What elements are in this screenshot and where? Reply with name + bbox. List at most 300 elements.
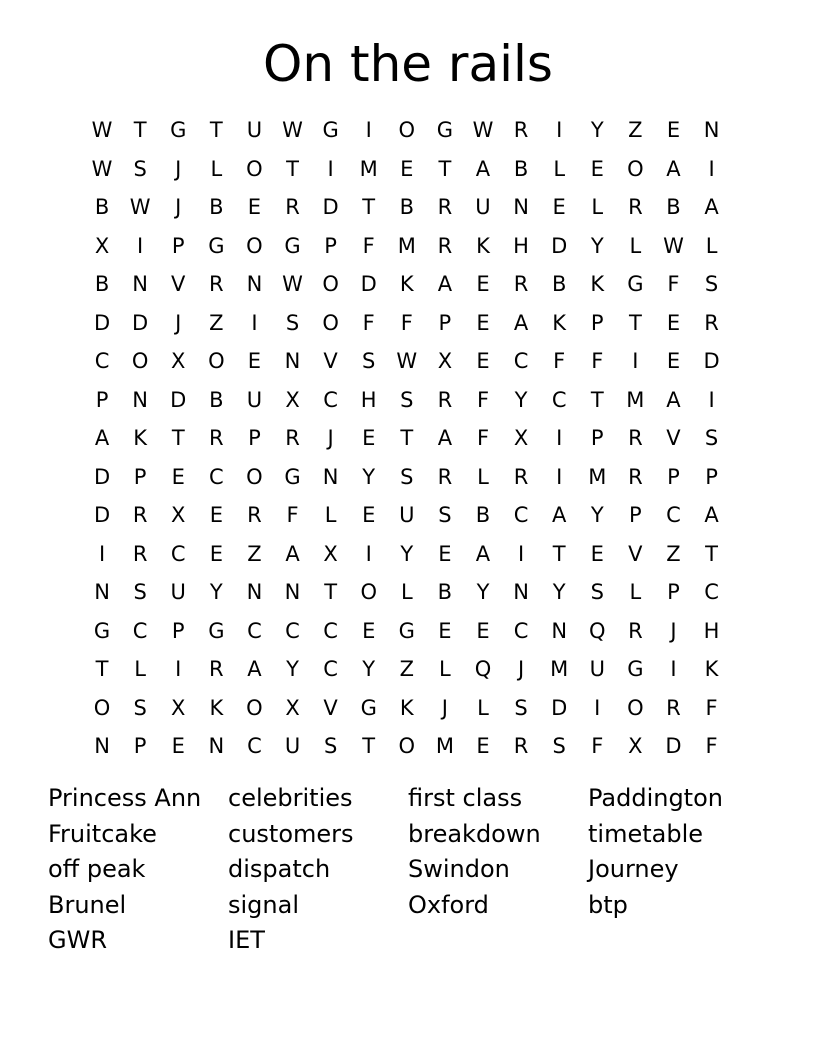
grid-letter[interactable]: V — [323, 695, 338, 720]
grid-letter[interactable]: L — [400, 580, 413, 605]
grid-letter[interactable]: K — [133, 426, 148, 451]
grid-letter[interactable]: A — [94, 426, 110, 451]
grid-letter[interactable]: E — [362, 503, 376, 528]
grid-letter[interactable]: L — [439, 657, 451, 682]
grid-row — [83, 150, 731, 189]
grid-letter[interactable]: H — [513, 233, 529, 258]
grid-letter[interactable]: R — [513, 118, 529, 143]
grid-letter[interactable]: K — [704, 657, 719, 682]
grid-letter[interactable]: R — [437, 464, 453, 489]
grid-letter[interactable]: O — [627, 695, 644, 720]
grid-letter[interactable]: D — [551, 695, 568, 720]
grid-letter[interactable]: W — [282, 272, 303, 297]
grid-letter[interactable]: R — [628, 618, 643, 643]
grid-letter[interactable]: T — [324, 580, 338, 605]
grid-letter[interactable]: D — [93, 503, 111, 528]
grid-letter[interactable]: R — [513, 464, 529, 489]
grid-letter[interactable]: C — [323, 387, 338, 412]
grid-letter[interactable]: D — [132, 310, 149, 335]
grid-letter[interactable]: O — [93, 695, 111, 720]
grid-letter[interactable]: N — [94, 580, 110, 605]
grid-letter[interactable]: T — [628, 310, 642, 335]
grid-letter[interactable]: M — [626, 387, 645, 412]
grid-letter[interactable]: I — [137, 233, 144, 258]
grid-letter[interactable]: F — [476, 426, 490, 451]
grid-letter[interactable]: C — [94, 349, 110, 374]
grid-letter[interactable]: Y — [590, 118, 604, 143]
grid-row — [83, 535, 731, 574]
grid-letter[interactable]: J — [670, 618, 677, 643]
grid-letter[interactable]: F — [553, 349, 566, 374]
grid-letter[interactable]: F — [286, 503, 299, 528]
grid-letter[interactable]: N — [284, 349, 301, 374]
grid-letter[interactable]: B — [209, 387, 224, 412]
grid-letter[interactable]: R — [628, 195, 643, 220]
grid-letter[interactable]: R — [247, 503, 262, 528]
grid-letter[interactable]: O — [208, 349, 225, 374]
grid-letter[interactable]: M — [397, 233, 416, 258]
grid-letter[interactable]: T — [362, 195, 376, 220]
grid-letter[interactable]: L — [134, 657, 146, 682]
grid-letter[interactable]: O — [627, 156, 644, 181]
grid-letter[interactable]: P — [171, 618, 185, 643]
grid-letter[interactable]: H — [360, 387, 377, 412]
grid-letter[interactable]: O — [398, 734, 416, 759]
grid-letter[interactable]: E — [666, 310, 681, 335]
grid-letter[interactable]: I — [670, 657, 677, 682]
grid-letter[interactable]: A — [551, 503, 567, 528]
grid-letter[interactable]: A — [704, 195, 719, 220]
grid-letter[interactable]: C — [513, 618, 529, 643]
grid-letter[interactable]: Y — [552, 580, 566, 605]
grid-letter[interactable]: N — [703, 118, 720, 143]
grid-letter[interactable]: U — [246, 118, 263, 143]
grid-letter[interactable]: B — [399, 195, 414, 220]
grid-letter[interactable]: L — [629, 233, 642, 258]
grid-letter[interactable]: O — [322, 310, 339, 335]
grid-letter[interactable]: E — [552, 195, 566, 220]
grid-letter[interactable]: G — [93, 618, 111, 643]
grid-letter[interactable]: J — [327, 426, 334, 451]
grid-row — [83, 419, 731, 458]
grid-letter[interactable]: D — [93, 310, 111, 335]
grid-letter[interactable]: D — [551, 233, 568, 258]
grid-letter[interactable]: O — [246, 695, 263, 720]
grid-letter[interactable]: O — [398, 118, 416, 143]
grid-letter[interactable]: N — [208, 734, 225, 759]
grid-letter[interactable]: R — [628, 426, 643, 451]
grid-letter[interactable]: D — [322, 195, 339, 220]
grid-row — [83, 496, 731, 535]
grid-letter[interactable]: Y — [400, 541, 414, 566]
grid-letter[interactable]: T — [95, 657, 109, 682]
grid-letter[interactable]: B — [513, 156, 529, 181]
grid-letter[interactable]: I — [365, 118, 372, 143]
grid-letter[interactable]: Y — [514, 387, 528, 412]
grid-letter[interactable]: X — [628, 734, 643, 759]
grid-letter[interactable]: I — [708, 387, 715, 412]
grid-letter[interactable]: U — [475, 195, 491, 220]
grid-letter[interactable]: C — [513, 349, 529, 374]
grid-letter[interactable]: S — [400, 464, 414, 489]
grid-letter[interactable]: F — [591, 734, 604, 759]
grid-letter[interactable]: D — [170, 387, 187, 412]
grid-letter[interactable]: I — [594, 695, 601, 720]
grid-letter[interactable]: P — [667, 580, 680, 605]
grid-letter[interactable]: X — [94, 233, 110, 258]
word-list-item: btp — [588, 890, 628, 919]
grid-letter[interactable]: W — [282, 118, 303, 143]
grid-letter[interactable]: A — [247, 657, 262, 682]
grid-letter[interactable]: B — [551, 272, 567, 297]
grid-letter[interactable]: T — [400, 426, 414, 451]
grid-letter[interactable]: C — [551, 387, 567, 412]
grid-letter[interactable]: V — [628, 541, 643, 566]
grid-letter[interactable]: G — [208, 618, 225, 643]
grid-letter[interactable]: G — [436, 118, 454, 143]
grid-letter[interactable]: G — [322, 118, 339, 143]
grid-letter[interactable]: K — [590, 272, 605, 297]
grid-letter[interactable]: L — [324, 503, 337, 528]
grid-letter[interactable]: Q — [589, 618, 606, 643]
grid-letter[interactable]: O — [246, 464, 263, 489]
grid-letter[interactable]: R — [132, 503, 148, 528]
grid-letter[interactable]: R — [437, 195, 453, 220]
grid-letter[interactable]: G — [627, 657, 644, 682]
grid-letter[interactable]: C — [170, 541, 186, 566]
grid-letter[interactable]: U — [246, 387, 263, 412]
grid-letter[interactable]: F — [705, 734, 718, 759]
grid-letter[interactable]: S — [438, 503, 452, 528]
grid-letter[interactable]: A — [285, 541, 300, 566]
grid-letter[interactable]: E — [438, 618, 452, 643]
grid-letter[interactable]: T — [438, 156, 452, 181]
grid-letter[interactable]: T — [552, 541, 566, 566]
grid-letter[interactable]: I — [556, 464, 563, 489]
grid-letter[interactable]: I — [708, 156, 715, 181]
grid-letter[interactable]: J — [517, 657, 525, 682]
grid-letter[interactable]: J — [441, 695, 448, 720]
grid-letter[interactable]: I — [98, 541, 106, 566]
grid-letter[interactable]: P — [95, 387, 109, 412]
grid-letter[interactable]: X — [513, 426, 529, 451]
grid-letter[interactable]: Z — [666, 541, 681, 566]
grid-row — [83, 381, 731, 420]
grid-letter[interactable]: T — [286, 156, 299, 181]
grid-letter[interactable]: R — [209, 657, 224, 682]
grid-letter[interactable]: R — [209, 272, 224, 297]
grid-letter[interactable]: I — [556, 426, 563, 451]
grid-letter[interactable]: F — [705, 695, 718, 720]
grid-letter[interactable]: A — [475, 541, 491, 566]
grid-letter[interactable]: E — [362, 618, 376, 643]
grid-letter[interactable]: L — [477, 695, 489, 720]
grid-letter[interactable]: S — [362, 349, 376, 374]
grid-letter[interactable]: R — [628, 464, 643, 489]
grid-letter[interactable]: I — [175, 657, 182, 682]
grid-letter[interactable]: C — [704, 580, 719, 605]
grid-letter[interactable]: G — [284, 464, 301, 489]
grid-letter[interactable]: Y — [209, 580, 223, 605]
grid-letter[interactable]: P — [590, 426, 604, 451]
grid-letter[interactable]: G — [284, 233, 301, 258]
grid-row — [83, 612, 731, 651]
grid-letter[interactable]: R — [666, 695, 681, 720]
grid-letter[interactable]: I — [327, 156, 334, 181]
grid-letter[interactable]: L — [629, 580, 642, 605]
grid-letter[interactable]: G — [398, 618, 415, 643]
grid-letter[interactable]: R — [704, 310, 719, 335]
grid-letter[interactable]: N — [132, 272, 148, 297]
grid-letter[interactable]: T — [133, 118, 147, 143]
grid-letter[interactable]: N — [322, 464, 339, 489]
grid-letter[interactable]: Y — [362, 657, 376, 682]
grid-letter[interactable]: T — [209, 118, 223, 143]
grid-letter[interactable]: P — [667, 464, 680, 489]
grid-letter[interactable]: K — [552, 310, 567, 335]
grid-letter[interactable]: E — [590, 541, 604, 566]
grid-letter[interactable]: Z — [209, 310, 224, 335]
grid-letter[interactable]: R — [437, 387, 453, 412]
grid-letter[interactable]: T — [590, 387, 604, 412]
grid-letter[interactable]: E — [171, 734, 185, 759]
grid-letter[interactable]: Z — [247, 541, 262, 566]
grid-letter[interactable]: Y — [476, 580, 490, 605]
grid-letter[interactable]: E — [476, 618, 490, 643]
grid-letter[interactable]: G — [208, 233, 225, 258]
grid-letter[interactable]: B — [94, 272, 110, 297]
grid-letter[interactable]: P — [171, 233, 185, 258]
grid-letter[interactable]: P — [133, 734, 147, 759]
grid-letter[interactable]: U — [399, 503, 415, 528]
grid-letter[interactable]: S — [133, 156, 147, 181]
grid-letter[interactable]: E — [476, 734, 490, 759]
grid-letter[interactable]: V — [171, 272, 186, 297]
grid-letter[interactable]: O — [246, 233, 263, 258]
grid-letter[interactable]: C — [247, 734, 262, 759]
grid-letter[interactable]: U — [170, 580, 186, 605]
grid-letter[interactable]: X — [285, 387, 300, 412]
grid-letter[interactable]: C — [666, 503, 681, 528]
grid-letter[interactable]: L — [591, 195, 604, 220]
grid-letter[interactable]: X — [171, 349, 186, 374]
grid-letter[interactable]: E — [400, 156, 414, 181]
grid-letter[interactable]: B — [94, 195, 110, 220]
grid-letter[interactable]: E — [590, 156, 604, 181]
grid-letter[interactable]: N — [284, 580, 301, 605]
grid-letter[interactable]: S — [704, 426, 719, 451]
grid-letter[interactable]: X — [437, 349, 453, 374]
grid-letter[interactable]: D — [93, 464, 111, 489]
grid-letter[interactable]: A — [437, 272, 453, 297]
grid-letter[interactable]: E — [247, 349, 262, 374]
grid-letter[interactable]: E — [666, 349, 681, 374]
grid-letter[interactable]: E — [476, 272, 490, 297]
grid-letter[interactable]: P — [324, 233, 337, 258]
grid-letter[interactable]: S — [400, 387, 414, 412]
grid-letter[interactable]: Y — [286, 657, 299, 682]
grid-letter[interactable]: F — [362, 233, 375, 258]
grid-letter[interactable]: F — [667, 272, 680, 297]
grid-letter[interactable]: G — [170, 118, 187, 143]
grid-letter[interactable]: M — [359, 156, 378, 181]
grid-letter[interactable]: Y — [590, 233, 604, 258]
grid-letter[interactable]: L — [210, 156, 223, 181]
grid-letter[interactable]: N — [94, 734, 110, 759]
grid-letter[interactable]: U — [589, 657, 605, 682]
grid-letter[interactable]: E — [171, 464, 185, 489]
grid-letter[interactable]: X — [171, 503, 186, 528]
grid-letter[interactable]: N — [513, 195, 529, 220]
grid-letter[interactable]: C — [513, 503, 529, 528]
grid-letter[interactable]: O — [322, 272, 339, 297]
grid-letter[interactable]: L — [553, 156, 566, 181]
grid-letter[interactable]: N — [246, 272, 263, 297]
grid-letter[interactable]: P — [133, 464, 147, 489]
word-list-item: customers — [228, 819, 354, 848]
grid-letter[interactable]: N — [513, 580, 529, 605]
grid-letter[interactable]: D — [703, 349, 720, 374]
grid-letter[interactable]: J — [175, 156, 182, 181]
grid-letter[interactable]: W — [663, 233, 684, 258]
grid-letter[interactable]: E — [666, 118, 681, 143]
grid-letter[interactable]: X — [285, 695, 300, 720]
grid-letter[interactable]: G — [360, 695, 377, 720]
grid-letter[interactable]: B — [666, 195, 681, 220]
grid-letter[interactable]: X — [323, 541, 338, 566]
grid-letter[interactable]: I — [251, 310, 258, 335]
grid-letter[interactable]: T — [362, 734, 376, 759]
grid-letter[interactable]: F — [400, 310, 413, 335]
grid-row — [83, 188, 731, 227]
grid-letter[interactable]: R — [285, 195, 300, 220]
grid-letter[interactable]: B — [475, 503, 491, 528]
grid-letter[interactable]: S — [285, 310, 300, 335]
grid-letter[interactable]: E — [209, 541, 223, 566]
grid-letter[interactable]: D — [360, 272, 377, 297]
grid-letter[interactable]: E — [209, 503, 223, 528]
grid-letter[interactable]: Z — [399, 657, 414, 682]
grid-letter[interactable]: K — [399, 695, 414, 720]
grid-letter[interactable]: N — [132, 387, 148, 412]
grid-letter[interactable]: E — [362, 426, 376, 451]
grid-letter[interactable]: K — [476, 233, 490, 258]
grid-letter[interactable]: I — [365, 541, 372, 566]
grid-letter[interactable]: W — [129, 195, 151, 220]
grid-letter[interactable]: O — [131, 349, 149, 374]
grid-letter[interactable]: R — [132, 541, 148, 566]
grid-letter[interactable]: F — [476, 387, 490, 412]
grid-letter[interactable]: R — [513, 272, 529, 297]
grid-letter[interactable]: A — [437, 426, 453, 451]
grid-letter[interactable]: P — [438, 310, 452, 335]
grid-letter[interactable]: V — [666, 426, 681, 451]
grid-letter[interactable]: H — [703, 618, 720, 643]
grid-letter[interactable]: S — [514, 695, 528, 720]
grid-letter[interactable]: C — [285, 618, 300, 643]
grid-letter[interactable]: B — [437, 580, 453, 605]
grid-letter[interactable]: M — [588, 464, 607, 489]
grid-letter[interactable]: L — [705, 233, 718, 258]
grid-letter[interactable]: I — [556, 118, 563, 143]
grid-letter[interactable]: N — [246, 580, 263, 605]
grid-letter[interactable]: R — [437, 233, 453, 258]
grid-letter[interactable]: O — [360, 580, 377, 605]
grid-letter[interactable]: A — [513, 310, 529, 335]
grid-letter[interactable]: E — [476, 310, 490, 335]
grid-letter[interactable]: C — [208, 464, 224, 489]
grid-letter[interactable]: P — [248, 426, 261, 451]
grid-letter[interactable]: L — [477, 464, 489, 489]
grid-letter[interactable]: X — [171, 695, 186, 720]
word-list-item: celebrities — [228, 784, 353, 812]
grid-letter[interactable]: B — [209, 195, 224, 220]
grid-letter[interactable]: R — [209, 426, 224, 451]
grid-letter[interactable]: P — [629, 503, 642, 528]
grid-letter[interactable]: J — [175, 195, 182, 220]
grid-letter[interactable]: C — [323, 618, 338, 643]
grid-letter[interactable]: P — [705, 464, 718, 489]
grid-letter[interactable]: T — [171, 426, 185, 451]
grid-letter[interactable]: A — [666, 387, 681, 412]
grid-letter[interactable]: W — [396, 349, 418, 374]
grid-letter[interactable]: C — [247, 618, 262, 643]
grid-letter[interactable]: O — [246, 156, 263, 181]
grid-letter[interactable]: A — [475, 156, 491, 181]
grid-letter[interactable]: S — [133, 580, 147, 605]
grid-letter[interactable]: I — [632, 349, 639, 374]
grid-letter[interactable]: W — [472, 118, 494, 143]
grid-letter[interactable]: G — [627, 272, 644, 297]
grid-letter[interactable]: P — [590, 310, 604, 335]
grid-letter[interactable]: K — [399, 272, 414, 297]
grid-letter[interactable]: F — [362, 310, 375, 335]
grid-letter[interactable]: E — [476, 349, 490, 374]
grid-letter[interactable]: C — [132, 618, 148, 643]
grid-letter[interactable]: E — [438, 541, 452, 566]
grid-letter[interactable]: F — [591, 349, 604, 374]
grid-letter[interactable]: S — [323, 734, 338, 759]
grid-row — [83, 689, 731, 728]
grid-letter[interactable]: E — [247, 195, 262, 220]
grid-letter[interactable]: S — [590, 580, 604, 605]
grid-letter[interactable]: V — [323, 349, 338, 374]
grid-letter[interactable]: Y — [590, 503, 604, 528]
grid-letter[interactable]: D — [665, 734, 682, 759]
grid-letter[interactable]: M — [550, 657, 569, 682]
grid-letter[interactable]: A — [666, 156, 681, 181]
grid-letter[interactable]: K — [209, 695, 224, 720]
grid-letter[interactable]: M — [435, 734, 454, 759]
grid-letter[interactable]: R — [513, 734, 529, 759]
grid-letter[interactable]: Y — [362, 464, 376, 489]
grid-letter[interactable]: C — [323, 657, 338, 682]
grid-letter[interactable]: Q — [474, 657, 492, 682]
grid-letter[interactable]: S — [704, 272, 719, 297]
grid-letter[interactable]: Z — [628, 118, 643, 143]
grid-letter[interactable]: I — [517, 541, 525, 566]
grid-letter[interactable]: T — [705, 541, 718, 566]
grid-letter[interactable]: N — [551, 618, 568, 643]
grid-letter[interactable]: S — [552, 734, 566, 759]
grid-letter[interactable]: S — [133, 695, 147, 720]
grid-letter[interactable]: R — [285, 426, 300, 451]
grid-letter[interactable]: J — [175, 310, 182, 335]
grid-letter[interactable]: A — [704, 503, 719, 528]
grid-letter[interactable]: W — [91, 156, 113, 181]
grid-letter[interactable]: U — [284, 734, 301, 759]
grid-letter[interactable]: W — [91, 118, 113, 143]
